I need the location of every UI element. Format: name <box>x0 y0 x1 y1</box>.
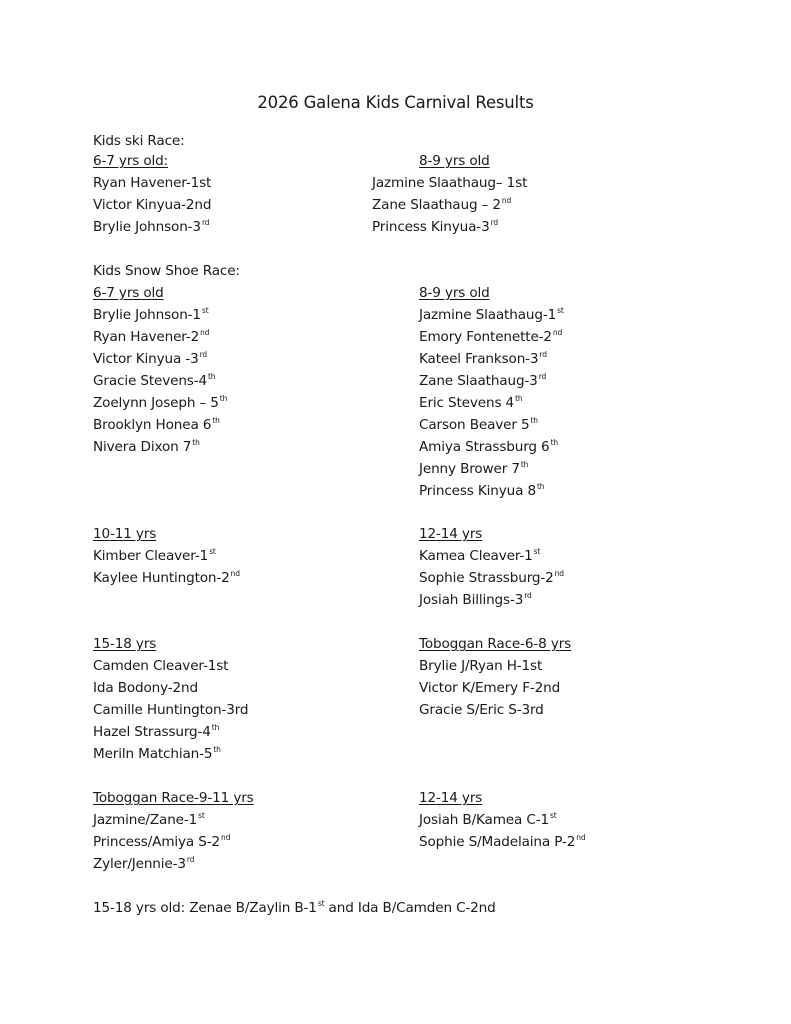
result-entry-text: Brooklyn Honea 6 <box>93 417 212 433</box>
group-label <box>419 284 564 306</box>
result-entry <box>93 569 240 591</box>
result-entry-text: Brylie Johnson-3 <box>93 219 201 235</box>
result-entry-text: Kamea Cleaver-1 <box>419 548 533 564</box>
group-label <box>93 635 248 657</box>
toboggan-15-18-result <box>93 899 496 917</box>
result-entry <box>419 482 564 504</box>
ordinal-suffix: th <box>207 372 216 381</box>
ordinal-suffix: st <box>198 811 205 820</box>
result-entry-text: Eric Stevens 4 <box>419 395 515 411</box>
result-entry-text: Jazmine Slaathaug-1 <box>419 307 557 323</box>
result-entry-text: Princess Kinyua 8 <box>419 483 536 499</box>
ordinal-suffix: st <box>317 899 325 908</box>
ordinal-suffix: th <box>536 482 545 491</box>
ordinal-suffix: rd <box>538 372 547 381</box>
result-entry <box>372 196 527 218</box>
result-entry <box>419 657 571 679</box>
ordinal-suffix: th <box>550 438 558 447</box>
snowshoe-12-14-group <box>419 525 564 613</box>
result-entry-text: Zyler/Jennie-3 <box>93 856 186 872</box>
result-entry <box>93 833 254 855</box>
ski-6-7-group <box>93 152 211 240</box>
result-entry <box>93 679 248 701</box>
group-label-text: 15-18 yrs <box>93 636 157 652</box>
result-entry <box>419 460 564 482</box>
result-entry <box>419 306 564 328</box>
result-entry-text: Victor Kinyua-2nd <box>93 197 212 213</box>
result-entry <box>419 416 564 438</box>
result-entry-text: Kaylee Huntington-2 <box>93 570 230 586</box>
ordinal-suffix: th <box>219 394 228 403</box>
result-entry <box>419 679 571 701</box>
result-entry-text: Ryan Havener-2 <box>93 329 200 345</box>
toboggan-9-11-group <box>93 789 254 877</box>
result-entry <box>419 701 571 723</box>
snowshoe-6-7-group <box>93 284 227 460</box>
result-entry-text: Kateel Frankson-3 <box>419 351 539 367</box>
result-entry <box>93 438 227 460</box>
ordinal-suffix: rd <box>539 350 547 359</box>
result-entry-text: Zane Slaathaug – 2 <box>372 197 501 213</box>
result-entry <box>419 833 585 855</box>
result-entry-text: Ryan Havener-1st <box>93 175 212 191</box>
result-entry-text: Zoelynn Joseph – 5 <box>93 395 219 411</box>
ordinal-suffix: rd <box>199 350 208 359</box>
snowshoe-15-18-group <box>93 635 248 767</box>
ordinal-suffix: nd <box>576 833 586 842</box>
ordinal-suffix: st <box>209 547 216 556</box>
result-entry-text: Princess Kinyua-3 <box>372 219 490 235</box>
snowshoe-10-11-group <box>93 525 240 591</box>
result-entry-text: Amiya Strassburg 6 <box>419 439 550 455</box>
result-entry <box>419 811 585 833</box>
result-entry-text: Zane Slaathaug-3 <box>419 373 538 389</box>
ordinal-suffix: nd <box>230 569 240 578</box>
page-title: 2026 Galena Kids Carnival Results <box>257 93 534 112</box>
result-entry <box>372 174 527 196</box>
result-entry-text: Victor K/Emery F-2nd <box>419 680 561 696</box>
group-label-text: 8-9 yrs old <box>419 285 490 301</box>
ordinal-suffix: th <box>211 723 220 732</box>
ski-8-9-group <box>372 152 527 240</box>
result-entry-text: Josiah Billings-3 <box>419 592 524 608</box>
group-label-text: 12-14 yrs <box>419 526 483 542</box>
group-label-text: Toboggan Race-6-8 yrs <box>419 636 572 652</box>
result-entry <box>419 591 564 613</box>
ordinal-suffix: st <box>201 306 209 315</box>
result-entry <box>93 745 248 767</box>
result-entry <box>372 218 527 240</box>
group-label-text: 12-14 yrs <box>419 790 483 806</box>
result-entry <box>93 416 227 438</box>
ordinal-suffix: nd <box>554 569 564 578</box>
ordinal-suffix: nd <box>552 328 563 337</box>
group-label-text: 8-9 yrs old <box>419 153 490 169</box>
ordinal-suffix: rd <box>201 218 210 227</box>
result-entry <box>419 438 564 460</box>
ordinal-suffix: nd <box>200 328 210 337</box>
result-entry <box>93 174 211 196</box>
result-entry <box>93 196 211 218</box>
result-entry-text: Hazel Strassurg-4 <box>93 724 211 740</box>
result-entry-text: Camden Cleaver-1st <box>93 658 229 674</box>
result-entry <box>93 328 227 350</box>
ordinal-suffix: th <box>520 460 529 469</box>
snowshoe-race-heading: Kids Snow Shoe Race: <box>93 263 240 279</box>
result-entry-text: Jazmine Slaathaug– 1st <box>372 175 528 191</box>
ordinal-suffix: th <box>530 416 538 425</box>
toboggan-12-14-group <box>419 789 585 855</box>
result-entry-text: Sophie Strassburg-2 <box>419 570 554 586</box>
snowshoe-8-9-group <box>419 284 564 504</box>
result-entry-text: Brylie Johnson-1 <box>93 307 201 323</box>
ordinal-suffix: th <box>213 745 221 754</box>
result-entry-text: Jenny Brower 7 <box>419 461 520 477</box>
ordinal-suffix: th <box>515 394 523 403</box>
result-entry <box>93 218 211 240</box>
result-entry <box>419 328 564 350</box>
result-entry-text: Ida Bodony-2nd <box>93 680 198 696</box>
result-entry <box>93 657 248 679</box>
ordinal-suffix: rd <box>490 218 498 227</box>
result-entry-text: Nivera Dixon 7 <box>93 439 192 455</box>
result-entry <box>93 547 240 569</box>
result-entry <box>419 547 564 569</box>
group-label <box>419 789 585 811</box>
result-entry-text: Jazmine/Zane-1 <box>93 812 198 828</box>
group-label-text: Toboggan Race-9-11 yrs <box>93 790 254 806</box>
group-label <box>93 789 254 811</box>
result-entry <box>93 701 248 723</box>
group-label <box>93 525 240 547</box>
result-entry <box>93 306 227 328</box>
group-label-text: 10-11 yrs <box>93 526 157 542</box>
result-entry-text: Gracie S/Eric S-3rd <box>419 702 544 718</box>
ordinal-suffix: st <box>533 547 541 556</box>
result-entry-text: Gracie Stevens-4 <box>93 373 207 389</box>
result-entry-text: Kimber Cleaver-1 <box>93 548 209 564</box>
result-entry <box>419 394 564 416</box>
result-entry <box>419 372 564 394</box>
result-entry-text: Sophie S/Madelaina P-2 <box>419 834 576 850</box>
result-entry-text: Camille Huntington-3rd <box>93 702 249 718</box>
ordinal-suffix: nd <box>501 196 512 205</box>
result-entry-text: Princess/Amiya S-2 <box>93 834 221 850</box>
result-entry-text: Carson Beaver 5 <box>419 417 530 433</box>
result-entry-text: Emory Fontenette-2 <box>419 329 552 345</box>
ordinal-suffix: st <box>557 306 564 315</box>
result-entry-text: Brylie J/Ryan H-1st <box>419 658 543 674</box>
ordinal-suffix: st <box>549 811 557 820</box>
ordinal-suffix: th <box>212 416 220 425</box>
toboggan-15-18-part2: and Ida B/Camden C-2nd <box>324 900 496 916</box>
result-entry <box>93 811 254 833</box>
result-entry <box>93 394 227 416</box>
group-label-text: 6-7 yrs old <box>93 285 164 301</box>
group-label <box>93 152 211 174</box>
group-label-text: 6-7 yrs old: <box>93 153 169 169</box>
ordinal-suffix: nd <box>221 833 231 842</box>
group-label <box>372 152 527 174</box>
group-label <box>419 525 564 547</box>
toboggan-15-18-part1: 15-18 yrs old: Zenae B/Zaylin B-1 <box>93 900 317 916</box>
result-entry <box>419 350 564 372</box>
ordinal-suffix: rd <box>186 855 195 864</box>
group-label <box>93 284 227 306</box>
ski-race-heading: Kids ski Race: <box>93 133 185 149</box>
ordinal-suffix: rd <box>524 591 532 600</box>
group-label <box>419 635 571 657</box>
result-entry-text: Meriln Matchian-5 <box>93 746 213 762</box>
result-entry <box>93 723 248 745</box>
result-entry <box>93 372 227 394</box>
toboggan-6-8-group <box>419 635 571 723</box>
result-entry-text: Victor Kinyua -3 <box>93 351 199 367</box>
result-entry-text: Josiah B/Kamea C-1 <box>419 812 549 828</box>
ordinal-suffix: th <box>192 438 200 447</box>
result-entry <box>93 855 254 877</box>
result-entry <box>93 350 227 372</box>
result-entry <box>419 569 564 591</box>
